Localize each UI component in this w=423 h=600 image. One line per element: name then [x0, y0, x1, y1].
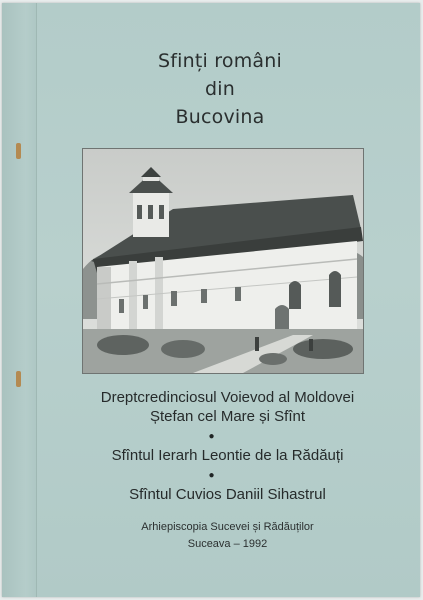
cover-spine — [2, 3, 37, 597]
dedication-line-1: Dreptcredinciosul Voievod al Moldovei — [100, 389, 355, 406]
separator-bullet: ● — [208, 431, 215, 442]
dedication-line-4: Sfîntul Cuvios Daniil Sihastrul — [129, 486, 326, 503]
cover-title-line-3: Bucovina — [175, 106, 265, 128]
publisher-name: Arhiepiscopia Sucevei și Rădăuților — [141, 521, 314, 533]
staple-icon — [16, 371, 21, 387]
dedication-line-2: Ștefan cel Mare și Sfînt — [149, 408, 306, 425]
monastery-church-photo — [82, 148, 364, 374]
publisher-place-year: Suceava – 1992 — [187, 538, 268, 550]
cover-title-line-1: Sfinți români — [158, 50, 282, 72]
cover-title-line-2: din — [205, 78, 235, 100]
church-illustration — [83, 149, 363, 373]
staple-icon — [16, 143, 21, 159]
dedication-line-3: Sfîntul Ierarh Leontie de la Rădăuți — [111, 447, 344, 464]
separator-bullet: ● — [208, 470, 215, 481]
